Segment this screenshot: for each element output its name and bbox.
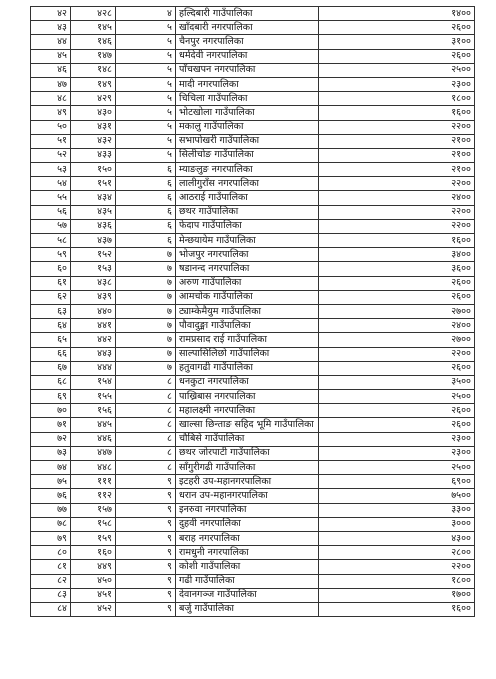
district-number-cell: ५ <box>116 148 176 162</box>
serial-number-cell: ६५ <box>31 333 71 347</box>
amount-cell: ६९०० <box>319 475 475 489</box>
serial-number-cell: ७८ <box>31 517 71 531</box>
district-number-cell: ९ <box>116 546 176 560</box>
serial-number-cell: ५५ <box>31 191 71 205</box>
code-cell: ४३२ <box>71 134 116 148</box>
district-number-cell: ६ <box>116 163 176 177</box>
serial-number-cell: ५२ <box>31 148 71 162</box>
municipality-name-cell: छथर गाउँपालिका <box>176 205 319 219</box>
district-number-cell: ८ <box>116 432 176 446</box>
table-row <box>31 517 475 531</box>
amount-cell: २६०० <box>319 361 475 375</box>
amount-cell: २४०० <box>319 319 475 333</box>
serial-number-cell: ७२ <box>31 432 71 446</box>
code-cell: ४३९ <box>71 290 116 304</box>
amount-cell: १६०० <box>319 602 475 616</box>
amount-cell: २५०० <box>319 63 475 77</box>
district-number-cell: ५ <box>116 63 176 77</box>
code-cell: १४५ <box>71 21 116 35</box>
table-row <box>31 375 475 389</box>
table-row <box>31 560 475 574</box>
serial-number-cell: ५४ <box>31 177 71 191</box>
table-row <box>31 262 475 276</box>
serial-number-cell: ५६ <box>31 205 71 219</box>
district-number-cell: ८ <box>116 461 176 475</box>
code-cell: १११ <box>71 475 116 489</box>
code-cell: ४३५ <box>71 205 116 219</box>
amount-cell: २५०० <box>319 390 475 404</box>
table-row <box>31 276 475 290</box>
code-cell: ४५२ <box>71 602 116 616</box>
district-number-cell: ८ <box>116 375 176 389</box>
code-cell: ४३१ <box>71 120 116 134</box>
district-number-cell: ५ <box>116 134 176 148</box>
municipality-name-cell: फेदाप गाउँपालिका <box>176 219 319 233</box>
amount-cell: ३३०० <box>319 503 475 517</box>
municipality-name-cell: भोटखोला गाउँपालिका <box>176 106 319 120</box>
municipality-table <box>30 6 475 617</box>
municipality-name-cell: पौवादुङ्मा गाउँपालिका <box>176 319 319 333</box>
code-cell: ४४१ <box>71 319 116 333</box>
municipality-name-cell: हल्दिबारी गाउँपालिका <box>176 7 319 21</box>
code-cell: १५७ <box>71 503 116 517</box>
municipality-name-cell: दुहवी नगरपालिका <box>176 517 319 531</box>
district-number-cell: ७ <box>116 361 176 375</box>
municipality-name-cell: साँगुरीगढी गाउँपालिका <box>176 461 319 475</box>
municipality-name-cell: लालीगुराँस नगरपालिका <box>176 177 319 191</box>
code-cell: १५५ <box>71 390 116 404</box>
table-row <box>31 588 475 602</box>
amount-cell: २२०० <box>319 120 475 134</box>
table-row <box>31 390 475 404</box>
serial-number-cell: ७३ <box>31 446 71 460</box>
code-cell: ४४७ <box>71 446 116 460</box>
code-cell: ४४२ <box>71 333 116 347</box>
district-number-cell: ७ <box>116 262 176 276</box>
district-number-cell: ६ <box>116 177 176 191</box>
serial-number-cell: ७९ <box>31 531 71 545</box>
serial-number-cell: ८० <box>31 546 71 560</box>
serial-number-cell: ५८ <box>31 234 71 248</box>
serial-number-cell: ८२ <box>31 574 71 588</box>
code-cell: ४४३ <box>71 347 116 361</box>
serial-number-cell: ६९ <box>31 390 71 404</box>
district-number-cell: ८ <box>116 404 176 418</box>
district-number-cell: ७ <box>116 319 176 333</box>
code-cell: १४९ <box>71 77 116 91</box>
table-row <box>31 475 475 489</box>
district-number-cell: ६ <box>116 219 176 233</box>
district-number-cell: ९ <box>116 503 176 517</box>
municipality-name-cell: धनकुटा नगरपालिका <box>176 375 319 389</box>
municipality-name-cell: मादी नगरपालिका <box>176 77 319 91</box>
table-row <box>31 21 475 35</box>
amount-cell: २१०० <box>319 163 475 177</box>
municipality-name-cell: हतुवागढी गाउँपालिका <box>176 361 319 375</box>
district-number-cell: ७ <box>116 248 176 262</box>
code-cell: १५४ <box>71 375 116 389</box>
code-cell: ४२८ <box>71 7 116 21</box>
amount-cell: १४०० <box>319 7 475 21</box>
table-row <box>31 191 475 205</box>
code-cell: ४४८ <box>71 461 116 475</box>
amount-cell: १७०० <box>319 588 475 602</box>
code-cell: १४६ <box>71 35 116 49</box>
amount-cell: ३००० <box>319 517 475 531</box>
district-number-cell: ९ <box>116 489 176 503</box>
table-row <box>31 418 475 432</box>
municipality-name-cell: पाख्रिबास नगरपालिका <box>176 390 319 404</box>
district-number-cell: ८ <box>116 418 176 432</box>
municipality-name-cell: कोशी गाउँपालिका <box>176 560 319 574</box>
code-cell: १५२ <box>71 248 116 262</box>
serial-number-cell: ७६ <box>31 489 71 503</box>
serial-number-cell: ७७ <box>31 503 71 517</box>
code-cell: ४३४ <box>71 191 116 205</box>
municipality-name-cell: खाँदबारी नगरपालिका <box>176 21 319 35</box>
district-number-cell: ९ <box>116 560 176 574</box>
serial-number-cell: ५७ <box>31 219 71 233</box>
serial-number-cell: ४८ <box>31 92 71 106</box>
code-cell: ४३३ <box>71 148 116 162</box>
table-row <box>31 432 475 446</box>
table-row <box>31 446 475 460</box>
table-row <box>31 92 475 106</box>
municipality-name-cell: अरुण गाउँपालिका <box>176 276 319 290</box>
district-number-cell: ४ <box>116 7 176 21</box>
amount-cell: १८०० <box>319 574 475 588</box>
amount-cell: २६०० <box>319 404 475 418</box>
table-row <box>31 531 475 545</box>
amount-cell: ३५०० <box>319 375 475 389</box>
table-row <box>31 49 475 63</box>
table-row <box>31 148 475 162</box>
serial-number-cell: ६० <box>31 262 71 276</box>
table-row <box>31 248 475 262</box>
serial-number-cell: ७१ <box>31 418 71 432</box>
municipality-name-cell: महालक्ष्मी नगरपालिका <box>176 404 319 418</box>
table-row <box>31 290 475 304</box>
municipality-name-cell: खाल्सा छिन्ताङ सहिद भूमि गाउँपालिका <box>176 418 319 432</box>
table-row <box>31 177 475 191</box>
table-row <box>31 134 475 148</box>
municipality-name-cell: सिलीचोङ गाउँपालिका <box>176 148 319 162</box>
district-number-cell: ५ <box>116 77 176 91</box>
table-row <box>31 35 475 49</box>
table-row <box>31 602 475 616</box>
municipality-name-cell: बराह नगरपालिका <box>176 531 319 545</box>
table-row <box>31 219 475 233</box>
serial-number-cell: ५० <box>31 120 71 134</box>
municipality-name-cell: रामप्रसाद राई गाउँपालिका <box>176 333 319 347</box>
district-number-cell: ५ <box>116 35 176 49</box>
amount-cell: २३०० <box>319 432 475 446</box>
amount-cell: ३४०० <box>319 248 475 262</box>
table-row <box>31 63 475 77</box>
district-number-cell: ७ <box>116 290 176 304</box>
district-number-cell: ९ <box>116 588 176 602</box>
code-cell: १५८ <box>71 517 116 531</box>
serial-number-cell: ५३ <box>31 163 71 177</box>
serial-number-cell: ४६ <box>31 63 71 77</box>
code-cell: १५१ <box>71 177 116 191</box>
municipality-name-cell: मेन्छयायेम गाउँपालिका <box>176 234 319 248</box>
table-row <box>31 205 475 219</box>
municipality-name-cell: चिचिला गाउँपालिका <box>176 92 319 106</box>
amount-cell: २२०० <box>319 219 475 233</box>
serial-number-cell: ४४ <box>31 35 71 49</box>
municipality-name-cell: पाँचखपन नगरपालिका <box>176 63 319 77</box>
district-number-cell: ५ <box>116 21 176 35</box>
code-cell: १४८ <box>71 63 116 77</box>
district-number-cell: ६ <box>116 205 176 219</box>
serial-number-cell: ४३ <box>31 21 71 35</box>
serial-number-cell: ८३ <box>31 588 71 602</box>
municipality-name-cell: रामधुनी नगरपालिका <box>176 546 319 560</box>
municipality-name-cell: भोजपुर नगरपालिका <box>176 248 319 262</box>
serial-number-cell: ५९ <box>31 248 71 262</box>
serial-number-cell: ६४ <box>31 319 71 333</box>
table-row <box>31 574 475 588</box>
amount-cell: २४०० <box>319 191 475 205</box>
table-row <box>31 77 475 91</box>
code-cell: ४४९ <box>71 560 116 574</box>
code-cell: ४२९ <box>71 92 116 106</box>
table-row <box>31 106 475 120</box>
serial-number-cell: ६१ <box>31 276 71 290</box>
municipality-name-cell: मकालु गाउँपालिका <box>176 120 319 134</box>
document-page <box>30 6 474 617</box>
code-cell: ४३७ <box>71 234 116 248</box>
table-row <box>31 333 475 347</box>
code-cell: ४५० <box>71 574 116 588</box>
amount-cell: २८०० <box>319 546 475 560</box>
district-number-cell: ५ <box>116 106 176 120</box>
municipality-name-cell: बर्जु गाउँपालिका <box>176 602 319 616</box>
amount-cell: २६०० <box>319 49 475 63</box>
district-number-cell: ७ <box>116 333 176 347</box>
table-row <box>31 461 475 475</box>
amount-cell: २२०० <box>319 177 475 191</box>
table-row <box>31 361 475 375</box>
code-cell: ४३६ <box>71 219 116 233</box>
serial-number-cell: ६२ <box>31 290 71 304</box>
amount-cell: २२०० <box>319 347 475 361</box>
amount-cell: २६०० <box>319 276 475 290</box>
table-row <box>31 489 475 503</box>
municipality-name-cell: सभापोखरी गाउँपालिका <box>176 134 319 148</box>
code-cell: ४४५ <box>71 418 116 432</box>
district-number-cell: ५ <box>116 49 176 63</box>
municipality-name-cell: देवानगञ्ज गाउँपालिका <box>176 588 319 602</box>
municipality-name-cell: म्याङलुङ नगरपालिका <box>176 163 319 177</box>
district-number-cell: ५ <box>116 120 176 134</box>
district-number-cell: ७ <box>116 347 176 361</box>
amount-cell: २७०० <box>319 304 475 318</box>
district-number-cell: ५ <box>116 92 176 106</box>
municipality-name-cell: ट्याम्केमैयुम गाउँपालिका <box>176 304 319 318</box>
district-number-cell: ९ <box>116 531 176 545</box>
serial-number-cell: ६८ <box>31 375 71 389</box>
district-number-cell: ६ <box>116 191 176 205</box>
municipality-name-cell: इटहरी उप-महानगरपालिका <box>176 475 319 489</box>
table-row <box>31 7 475 21</box>
municipality-name-cell: चैनपुर नगरपालिका <box>176 35 319 49</box>
serial-number-cell: ८१ <box>31 560 71 574</box>
district-number-cell: ९ <box>116 574 176 588</box>
code-cell: १५६ <box>71 404 116 418</box>
serial-number-cell: ४५ <box>31 49 71 63</box>
amount-cell: २२०० <box>319 560 475 574</box>
amount-cell: २५०० <box>319 461 475 475</box>
table-row <box>31 120 475 134</box>
amount-cell: २१०० <box>319 134 475 148</box>
municipality-name-cell: धर्मदेवी नगरपालिका <box>176 49 319 63</box>
district-number-cell: ७ <box>116 304 176 318</box>
amount-cell: ३१०० <box>319 35 475 49</box>
amount-cell: २६०० <box>319 418 475 432</box>
district-number-cell: ९ <box>116 602 176 616</box>
serial-number-cell: ४२ <box>31 7 71 21</box>
table-row <box>31 163 475 177</box>
serial-number-cell: ७० <box>31 404 71 418</box>
serial-number-cell: ४७ <box>31 77 71 91</box>
amount-cell: १८०० <box>319 92 475 106</box>
amount-cell: २३०० <box>319 77 475 91</box>
code-cell: ४४६ <box>71 432 116 446</box>
municipality-name-cell: आठराई गाउँपालिका <box>176 191 319 205</box>
municipality-name-cell: गढी गाउँपालिका <box>176 574 319 588</box>
serial-number-cell: ६३ <box>31 304 71 318</box>
serial-number-cell: ८४ <box>31 602 71 616</box>
serial-number-cell: ५१ <box>31 134 71 148</box>
code-cell: ४४४ <box>71 361 116 375</box>
table-row <box>31 234 475 248</box>
municipality-name-cell: साल्पासिलिछो गाउँपालिका <box>176 347 319 361</box>
district-number-cell: ६ <box>116 234 176 248</box>
amount-cell: २६०० <box>319 290 475 304</box>
serial-number-cell: ७५ <box>31 475 71 489</box>
table-row <box>31 404 475 418</box>
amount-cell: २१०० <box>319 148 475 162</box>
code-cell: १५० <box>71 163 116 177</box>
table-row <box>31 347 475 361</box>
amount-cell: १६०० <box>319 234 475 248</box>
table-row <box>31 319 475 333</box>
serial-number-cell: ६६ <box>31 347 71 361</box>
serial-number-cell: ७४ <box>31 461 71 475</box>
district-number-cell: ९ <box>116 475 176 489</box>
amount-cell: ७५०० <box>319 489 475 503</box>
serial-number-cell: ४९ <box>31 106 71 120</box>
table-row <box>31 503 475 517</box>
municipality-name-cell: इनरुवा नगरपालिका <box>176 503 319 517</box>
district-number-cell: ८ <box>116 446 176 460</box>
code-cell: १५९ <box>71 531 116 545</box>
amount-cell: २३०० <box>319 446 475 460</box>
amount-cell: ४३०० <box>319 531 475 545</box>
table-row <box>31 304 475 318</box>
district-number-cell: ९ <box>116 517 176 531</box>
municipality-name-cell: छथर जोरपाटी गाउँपालिका <box>176 446 319 460</box>
municipality-name-cell: आमचोक गाउँपालिका <box>176 290 319 304</box>
table-row <box>31 546 475 560</box>
municipality-name-cell: चौबिसे गाउँपालिका <box>176 432 319 446</box>
municipality-name-cell: षडानन्द नगरपालिका <box>176 262 319 276</box>
amount-cell: २२०० <box>319 205 475 219</box>
code-cell: १५३ <box>71 262 116 276</box>
amount-cell: ३६०० <box>319 262 475 276</box>
code-cell: ४४० <box>71 304 116 318</box>
code-cell: १६० <box>71 546 116 560</box>
code-cell: ४५१ <box>71 588 116 602</box>
table-body <box>31 7 475 617</box>
serial-number-cell: ६७ <box>31 361 71 375</box>
amount-cell: २७०० <box>319 333 475 347</box>
district-number-cell: ८ <box>116 390 176 404</box>
code-cell: ४३० <box>71 106 116 120</box>
amount-cell: २६०० <box>319 21 475 35</box>
municipality-name-cell: धरान उप-महानगरपालिका <box>176 489 319 503</box>
district-number-cell: ७ <box>116 276 176 290</box>
code-cell: १४७ <box>71 49 116 63</box>
code-cell: ४३८ <box>71 276 116 290</box>
code-cell: ११२ <box>71 489 116 503</box>
amount-cell: १६०० <box>319 106 475 120</box>
